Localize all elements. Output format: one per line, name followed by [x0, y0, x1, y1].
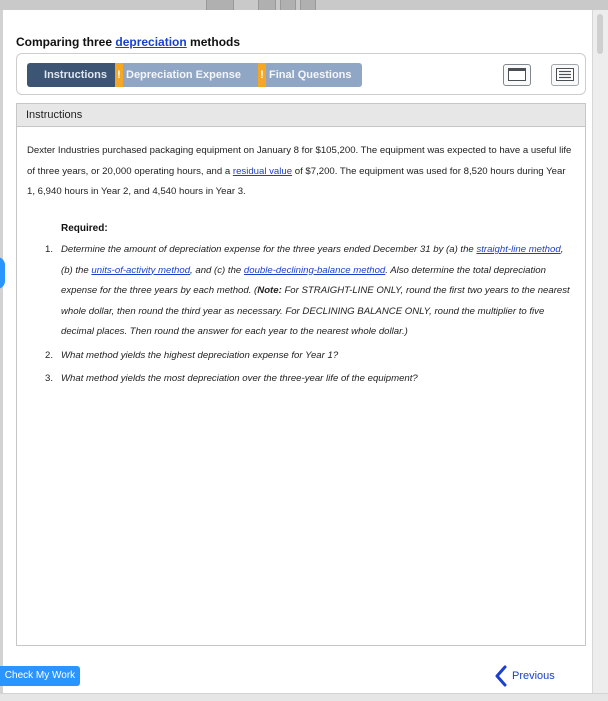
requirement-text: What method yields the highest depreciation expense for Year 1? — [61, 349, 339, 361]
split-view-button[interactable] — [551, 64, 579, 86]
top-strip-tab — [258, 0, 276, 10]
requirement-text: . Also determine the total depreciation expense for the three years by each method. ( — [61, 264, 546, 296]
tab-final-questions[interactable] — [258, 63, 362, 87]
previous-button[interactable] — [494, 664, 555, 688]
tab-depreciation-expense-label: Depreciation Expense — [126, 69, 241, 81]
requirement-item — [45, 369, 570, 390]
page-title — [16, 35, 240, 49]
requirement-text: , and (c) the — [190, 264, 244, 276]
residual-value-link[interactable]: residual value — [232, 165, 293, 177]
depreciation-link[interactable]: depreciation — [115, 35, 187, 49]
single-view-button[interactable] — [503, 64, 531, 86]
instructions-panel — [16, 103, 586, 646]
required-label: Required: — [61, 223, 108, 234]
problem-text: Dexter Industries purchased packaging equipment on January 8 for $105,200. The equipment was expected to have a useful life of three years, or 20,000 operating hours, and a — [27, 145, 572, 177]
tab-final-questions-label: Final Questions — [269, 69, 352, 81]
problem-description — [27, 141, 575, 203]
single-panel-view-icon — [508, 68, 526, 81]
requirement-text: For STRAIGHT-LINE ONLY, round the first two years to the nearest whole dollar, then round the third year as necessary. For DECLINING BALANCE ONLY, round the multiplier to five decimal places. Then round the answer for each year to the nearest whole dollar.) — [61, 285, 570, 337]
requirement-number: 1. — [45, 244, 54, 255]
split-panel-view-icon — [556, 68, 574, 81]
requirements-list — [45, 240, 570, 393]
page-title-prefix: Comparing three — [16, 35, 116, 49]
note-label: Note: — [257, 285, 282, 296]
scrollbar[interactable] — [592, 10, 608, 700]
panel-header: Instructions — [16, 103, 586, 127]
top-strip-tab — [300, 0, 316, 10]
top-strip-tab — [206, 0, 234, 10]
check-my-work-button[interactable]: Check My Work — [0, 666, 80, 686]
straight-line-method-link[interactable]: straight-line method — [476, 244, 561, 255]
tab-instructions[interactable] — [27, 63, 124, 87]
tab-bar — [16, 53, 586, 95]
previous-label: Previous — [512, 670, 555, 682]
warning-icon: ! — [115, 63, 123, 87]
left-side-marker — [0, 257, 5, 289]
requirement-item — [45, 346, 570, 367]
requirement-number: 2. — [45, 349, 54, 361]
problem-text: of $7,200. The equipment was used for 8,520 hours during Year 1, 6,940 hours in Year 2, and 4,540 hours in Year 3. — [27, 165, 566, 197]
chevron-left-icon — [494, 665, 508, 687]
units-of-activity-method-link[interactable]: units-of-activity method — [91, 264, 191, 276]
requirement-text: , (b) the — [61, 244, 564, 276]
requirement-text: What method yields the most depreciation over the three-year life of the equipment? — [61, 373, 418, 384]
requirement-number: 3. — [45, 373, 54, 384]
double-declining-balance-method-link[interactable]: double-declining-balance method — [243, 264, 386, 276]
warning-icon: ! — [258, 63, 266, 87]
tab-depreciation-expense[interactable] — [115, 63, 265, 87]
tab-instructions-label: Instructions — [44, 69, 107, 81]
left-frame-edge — [0, 10, 3, 700]
page-title-suffix: methods — [186, 35, 241, 49]
browser-top-strip — [0, 0, 608, 10]
scrollbar-thumb[interactable] — [597, 14, 603, 54]
requirement-item — [45, 240, 570, 343]
top-strip-tab — [280, 0, 296, 10]
requirement-text: Determine the amount of depreciation expense for the three years ended December 31 by (a) the — [61, 244, 477, 255]
